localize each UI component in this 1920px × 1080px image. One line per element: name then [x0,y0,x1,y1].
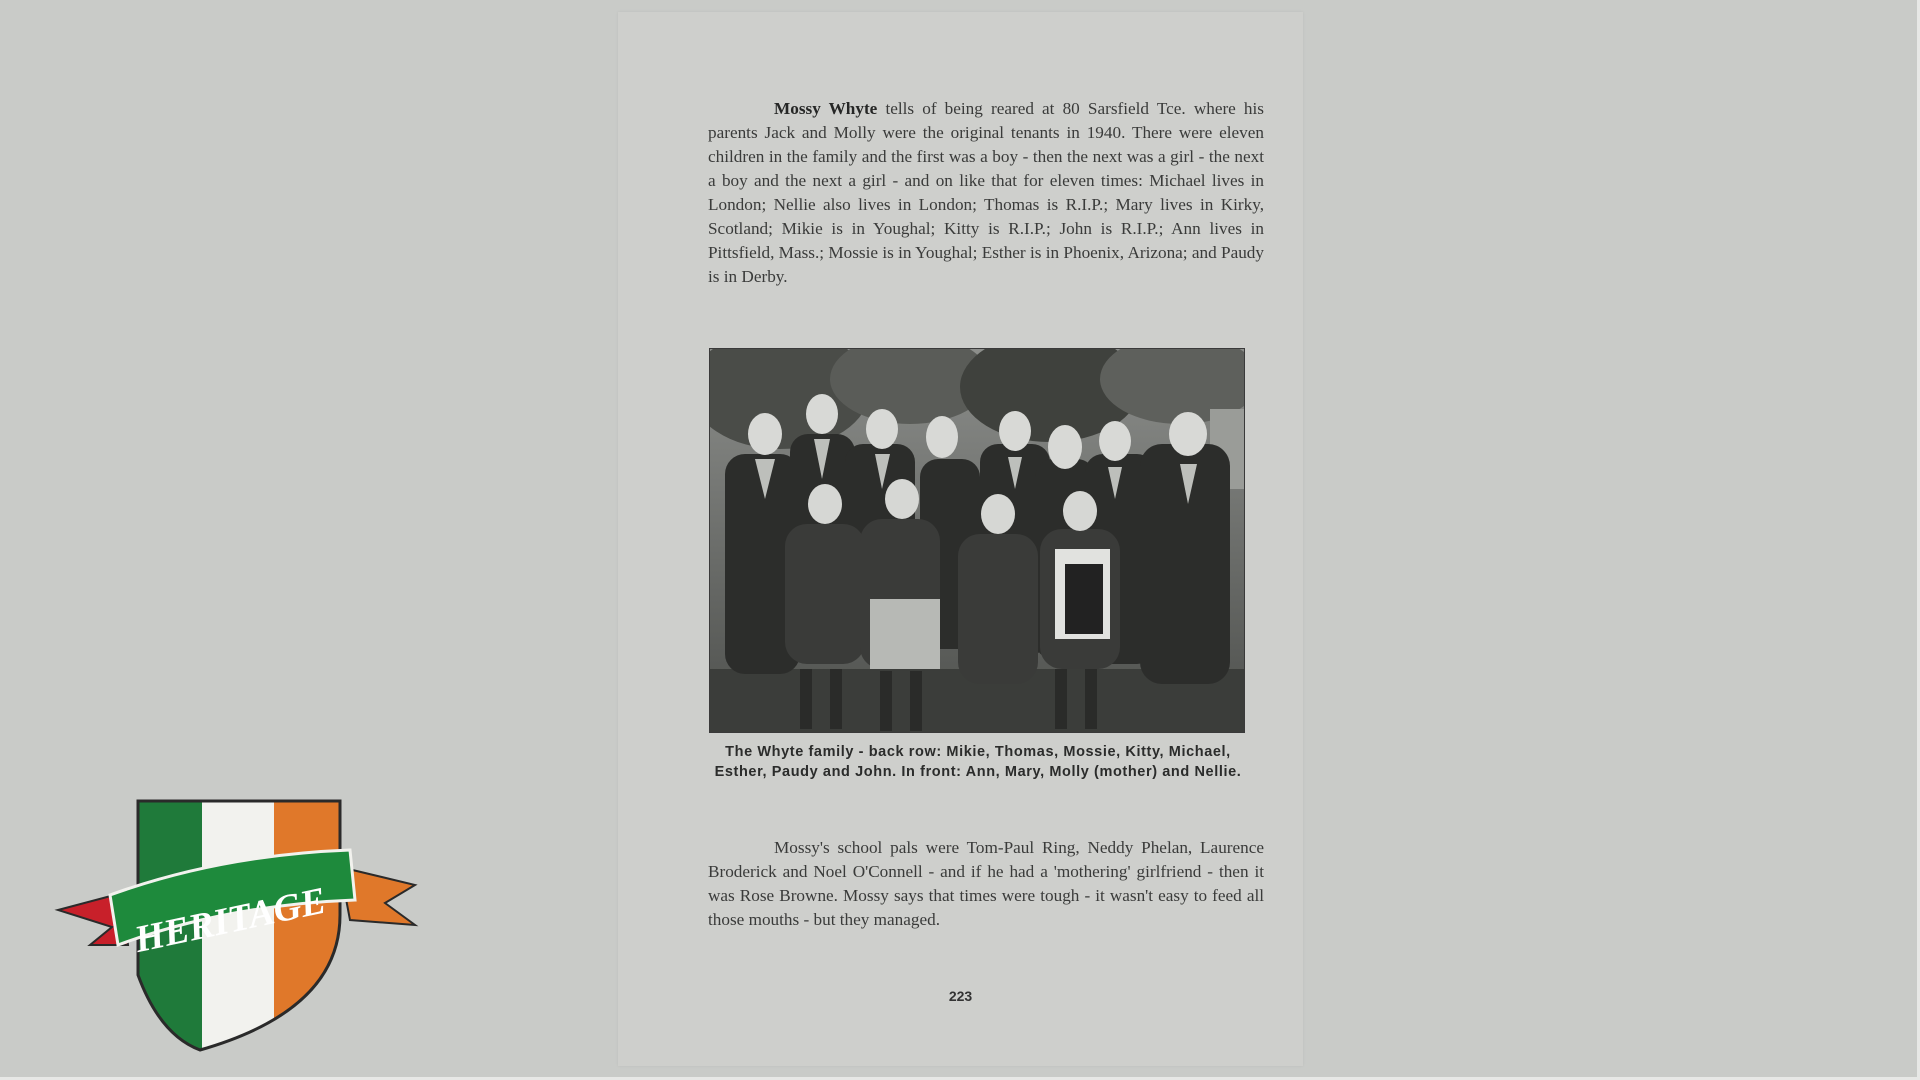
paragraph-1 [708,97,1264,289]
heritage-shield-icon [50,795,430,1060]
family-photo [709,348,1245,733]
heritage-logo [50,795,430,1060]
paragraph-1-body: tells of being reared at 80 Sarsfield Tce. where his parents Jack and Molly were the original tenants in 1940. There were eleven children in the family and the first was a boy - then the next was a girl - the next a boy and the next a girl - and on like that for eleven times: Michael lives in London; Nellie also lives in London; Thomas is R.I.P.; Mary lives in Kirky, Scotland; Mikie is in Youghal; Kitty is R.I.P.; John is R.I.P.; Ann lives in Pittsfield, Mass.; Mossie is in Youghal; Esther is in Phoenix, Arizona; and Paudy is in Derby. [708,99,1264,286]
page-number: 223 [948,988,973,1004]
paragraph-2: Mossy's school pals were Tom-Paul Ring, Neddy Phelan, Laurence Broderick and Noel O'Connell - and if he had a 'mothering' girlfriend - then it was Rose Browne. Mossy says that times were tough - it wasn't easy to feed all those mouths - but they managed. [708,838,1264,929]
family-photo-image [710,349,1244,732]
photo-caption: The Whyte family - back row: Mikie, Thomas, Mossie, Kitty, Michael, Esther, Paudy and John. In front: Ann, Mary, Molly (mother) and Nellie. [714,744,1242,780]
heritage-banner-text: HERITAGE [130,879,330,962]
lead-name: Mossy Whyte [774,99,878,118]
book-page [618,12,1303,1066]
